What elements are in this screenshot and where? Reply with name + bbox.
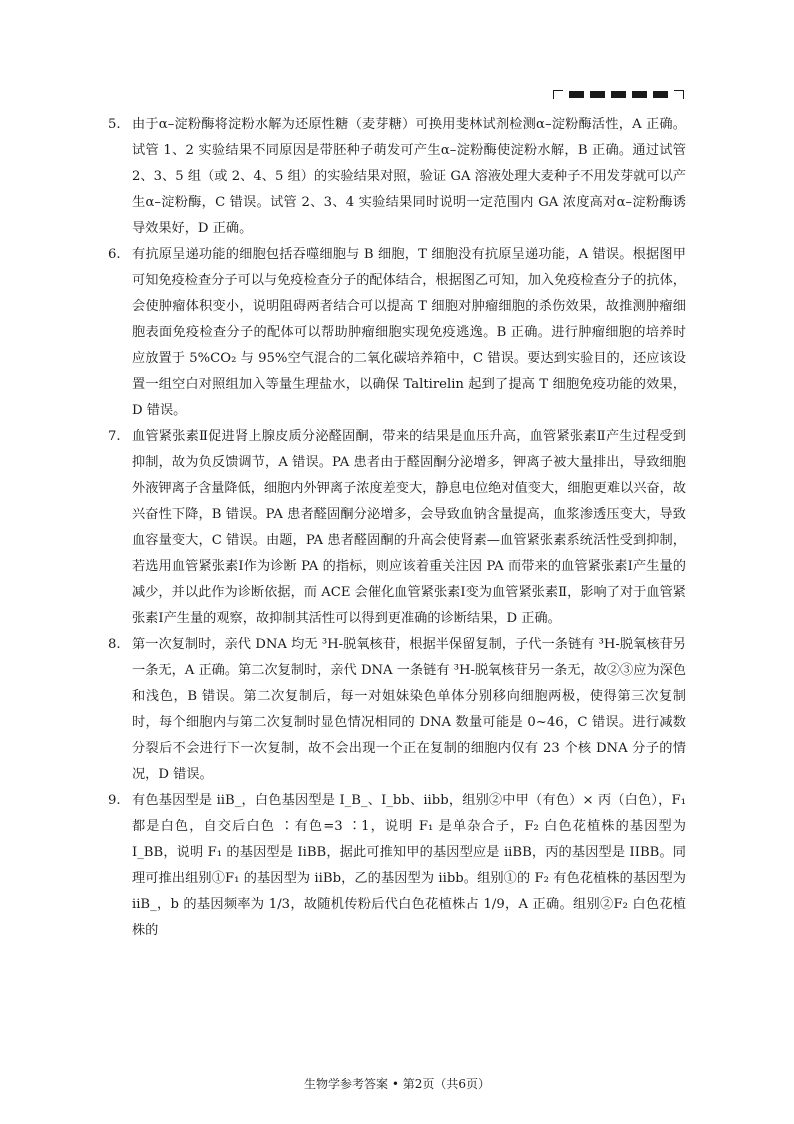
header-bracket-left (553, 90, 563, 99)
item-text: 有抗原呈递功能的细胞包括吞噬细胞与 B 细胞，T 细胞没有抗原呈递功能，A 错误。根据图甲可知免疫检查分子可以与免疫检查分子的配体结合，根据图乙可知，加入免疫检查分子的抗体，会使肿瘤体积变小，说明阻碍两者结合可以提高 T 细胞对肿瘤细胞的杀伤效果，故推测肿瘤细胞表面免疫检查分子的配体可以帮助肿瘤细胞实现免疫逃逸。B 正确。进行肿瘤细胞的培养时应放置于 5%CO₂ 与 95%空气混合的二氧化碳培养箱中，C 错误。要达到实验目的，还应该设置一组空白对照组加入等量生理盐水，以确保 Taltirelin 起到了提高 T 细胞免疫功能的效果，D 错误。 (132, 247, 686, 418)
item-number: 6. (108, 247, 121, 262)
header-block (611, 91, 626, 98)
item-text: 第一次复制时，亲代 DNA 均无 ³H-脱氧核苷，根据半保留复制，子代一条链有 ³H-脱氧核苷另一条无，A 正确。第二次复制时，亲代 DNA 一条链有 ³H-脱氧核苷另一条无，故②③应为深色和浅色，B 错误。第二次复制后，每一对姐妹染色单体分别移向细胞两极，使得第三次复制时，每个细胞内与第二次复制时显色情况相同的 DNA 数量可能是 0~46，C 错误。进行减数分裂后不会进行下一次复制，故不会出现一个正在复制的细胞内仅有 23 个核 DNA 分子的情况，D 错误。 (132, 637, 686, 782)
page-footer: 生物学参考答案 • 第2页（共6页） (304, 1077, 490, 1091)
answer-item-6 (108, 242, 686, 424)
item-text: 血管紧张素Ⅱ促进肾上腺皮质分泌醛固酮，带来的结果是血压升高，血管紧张素Ⅱ产生过程受到抑制，故为负反馈调节，A 错误。PA 患者由于醛固酮分泌增多，钾离子被大量排出，导致细胞外液钾离子含量降低，细胞内外钾离子浓度差变大，静息电位绝对值变大，细胞更难以兴奋，故兴奋性下降，B 错误。PA 患者醛固酮分泌增多，会导致血钠含量提高，血浆渗透压变大，导致血容量变大，C 错误。由题，PA 患者醛固酮的升高会使肾素—血管紧张素系统活性受到抑制，若选用血管紧张素Ⅰ作为诊断 PA 的指标，则应该着重关注因 PA 而带来的血管紧张素Ⅰ产生量的减少，并以此作为诊断依据，而 ACE 会催化血管紧张素Ⅰ变为血管紧张素Ⅱ，影响了对于血管紧张素Ⅰ产生量的观察，故抑制其活性可以得到更准确的诊断结果，D 正确。 (132, 429, 686, 626)
answer-content (108, 112, 686, 944)
header-block (590, 91, 605, 98)
item-number: 7. (108, 429, 121, 444)
header-mark (553, 90, 684, 99)
item-number: 5. (108, 117, 121, 132)
answer-item-7 (108, 424, 686, 632)
item-number: 8. (108, 637, 121, 652)
item-text: 由于α–淀粉酶将淀粉水解为还原性糖（麦芽糖）可换用斐林试剂检测α–淀粉酶活性，A 正确。试管 1、2 实验结果不同原因是带胚种子萌发可产生α–淀粉酶使淀粉水解，B 正确。通过试管 2、3、5 组（或 2、4、5 组）的实验结果对照，验证 GA 溶液处理大麦种子不用发芽就可以产生α–淀粉酶，C 错误。试管 2、3、4 实验结果同时说明一定范围内 GA 浓度高对α–淀粉酶诱导效果好，D 正确。 (132, 117, 686, 236)
header-block (653, 91, 668, 98)
header-block (569, 91, 584, 98)
item-number: 9. (108, 793, 121, 808)
answer-item-5 (108, 112, 686, 242)
item-text: 有色基因型是 iiB_，白色基因型是 I_B_、I_bb、iibb，组别②中甲（有色）× 丙（白色），F₁ 都是白色，自交后白色 ∶有色=3 ∶1，说明 F₁ 是单杂合子，F₂ 白色花植株的基因型为 I_BB，说明 F₁ 的基因型是 IiBB，据此可推知甲的基因型应是 iiBB，丙的基因型是 IIBB。同理可推出组别①F₁ 的基因型为 iiBb，乙的基因型为 iibb。组别①的 F₂ 有色花植株的基因型为 iiB_，b 的基因频率为 1/3，故随机传粉后代白色花植株占 1/9，A 正确。组别②F₂ 白色花植株的 (132, 793, 686, 938)
answer-item-8 (108, 632, 686, 788)
answer-item-9 (108, 788, 686, 944)
header-block (632, 91, 647, 98)
header-bracket-right (674, 90, 684, 99)
